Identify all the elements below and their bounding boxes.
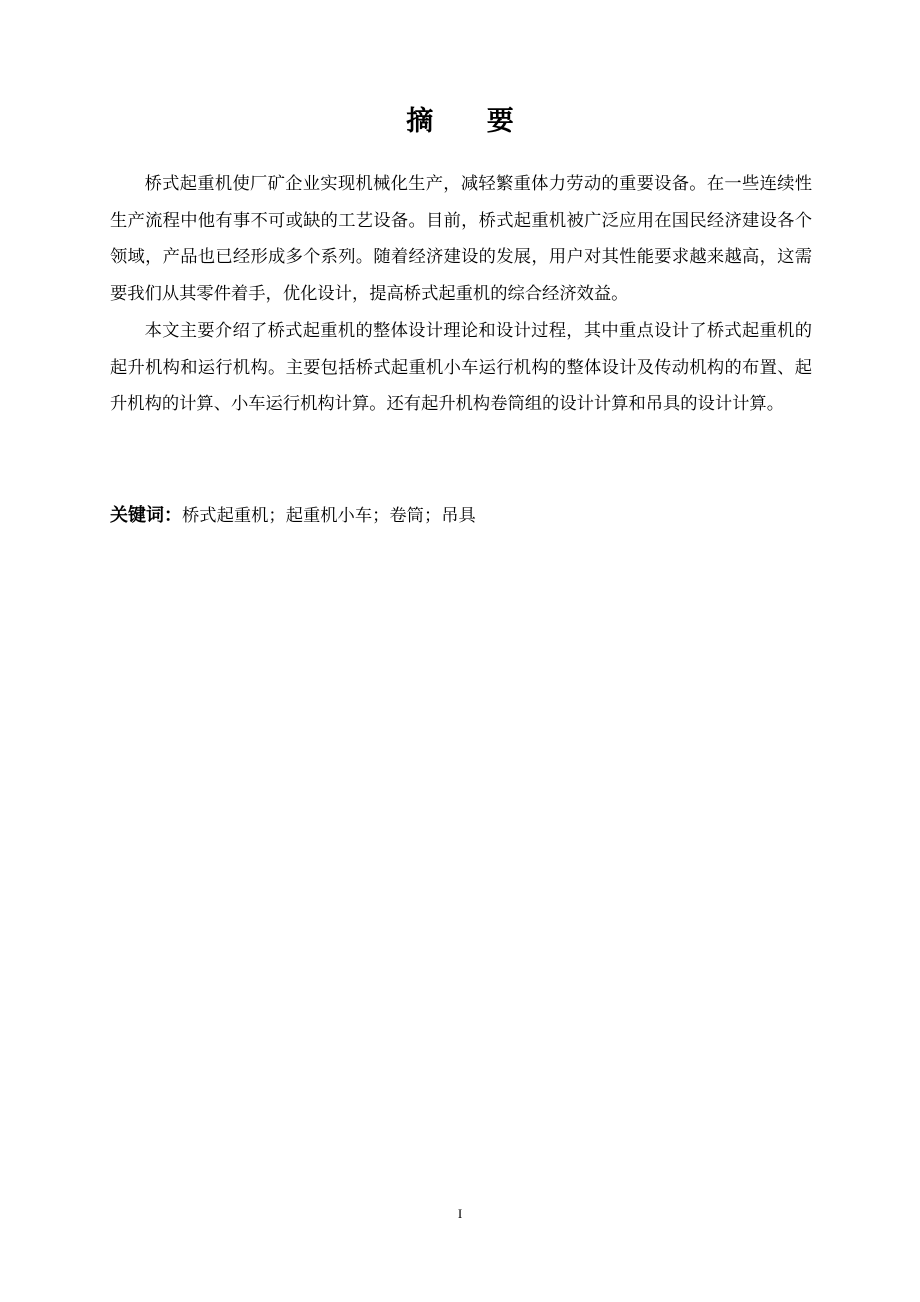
abstract-paragraph-2: 本文主要介绍了桥式起重机的整体设计理论和设计过程，其中重点设计了桥式起重机的起升机构和运行机构。主要包括桥式起重机小车运行机构的整体设计及传动机构的布置、起升机构的计算、小车运行机构计算。还有起升机构卷筒组的设计计算和吊具的设计计算。 <box>110 320 812 415</box>
keywords-line <box>110 500 812 532</box>
keywords-label: 关键词： <box>110 505 182 526</box>
abstract-paragraph-1: 桥式起重机使厂矿企业实现机械化生产，减轻繁重体力劳动的重要设备。在一些连续性生产流程中他有事不可或缺的工艺设备。目前，桥式起重机被广泛应用在国民经济建设各个领域，产品也已经形成多个系列。随着经济建设的发展，用户对其性能要求越来越高，这需要我们从其零件着手，优化设计，提高桥式起重机的综合经济效益。 <box>110 174 812 305</box>
keywords-text: 桥式起重机；起重机小车；卷筒；吊具 <box>182 506 476 526</box>
abstract-body <box>110 166 812 423</box>
abstract-title: 摘 要 <box>406 106 536 137</box>
page-number: I <box>457 1206 463 1221</box>
